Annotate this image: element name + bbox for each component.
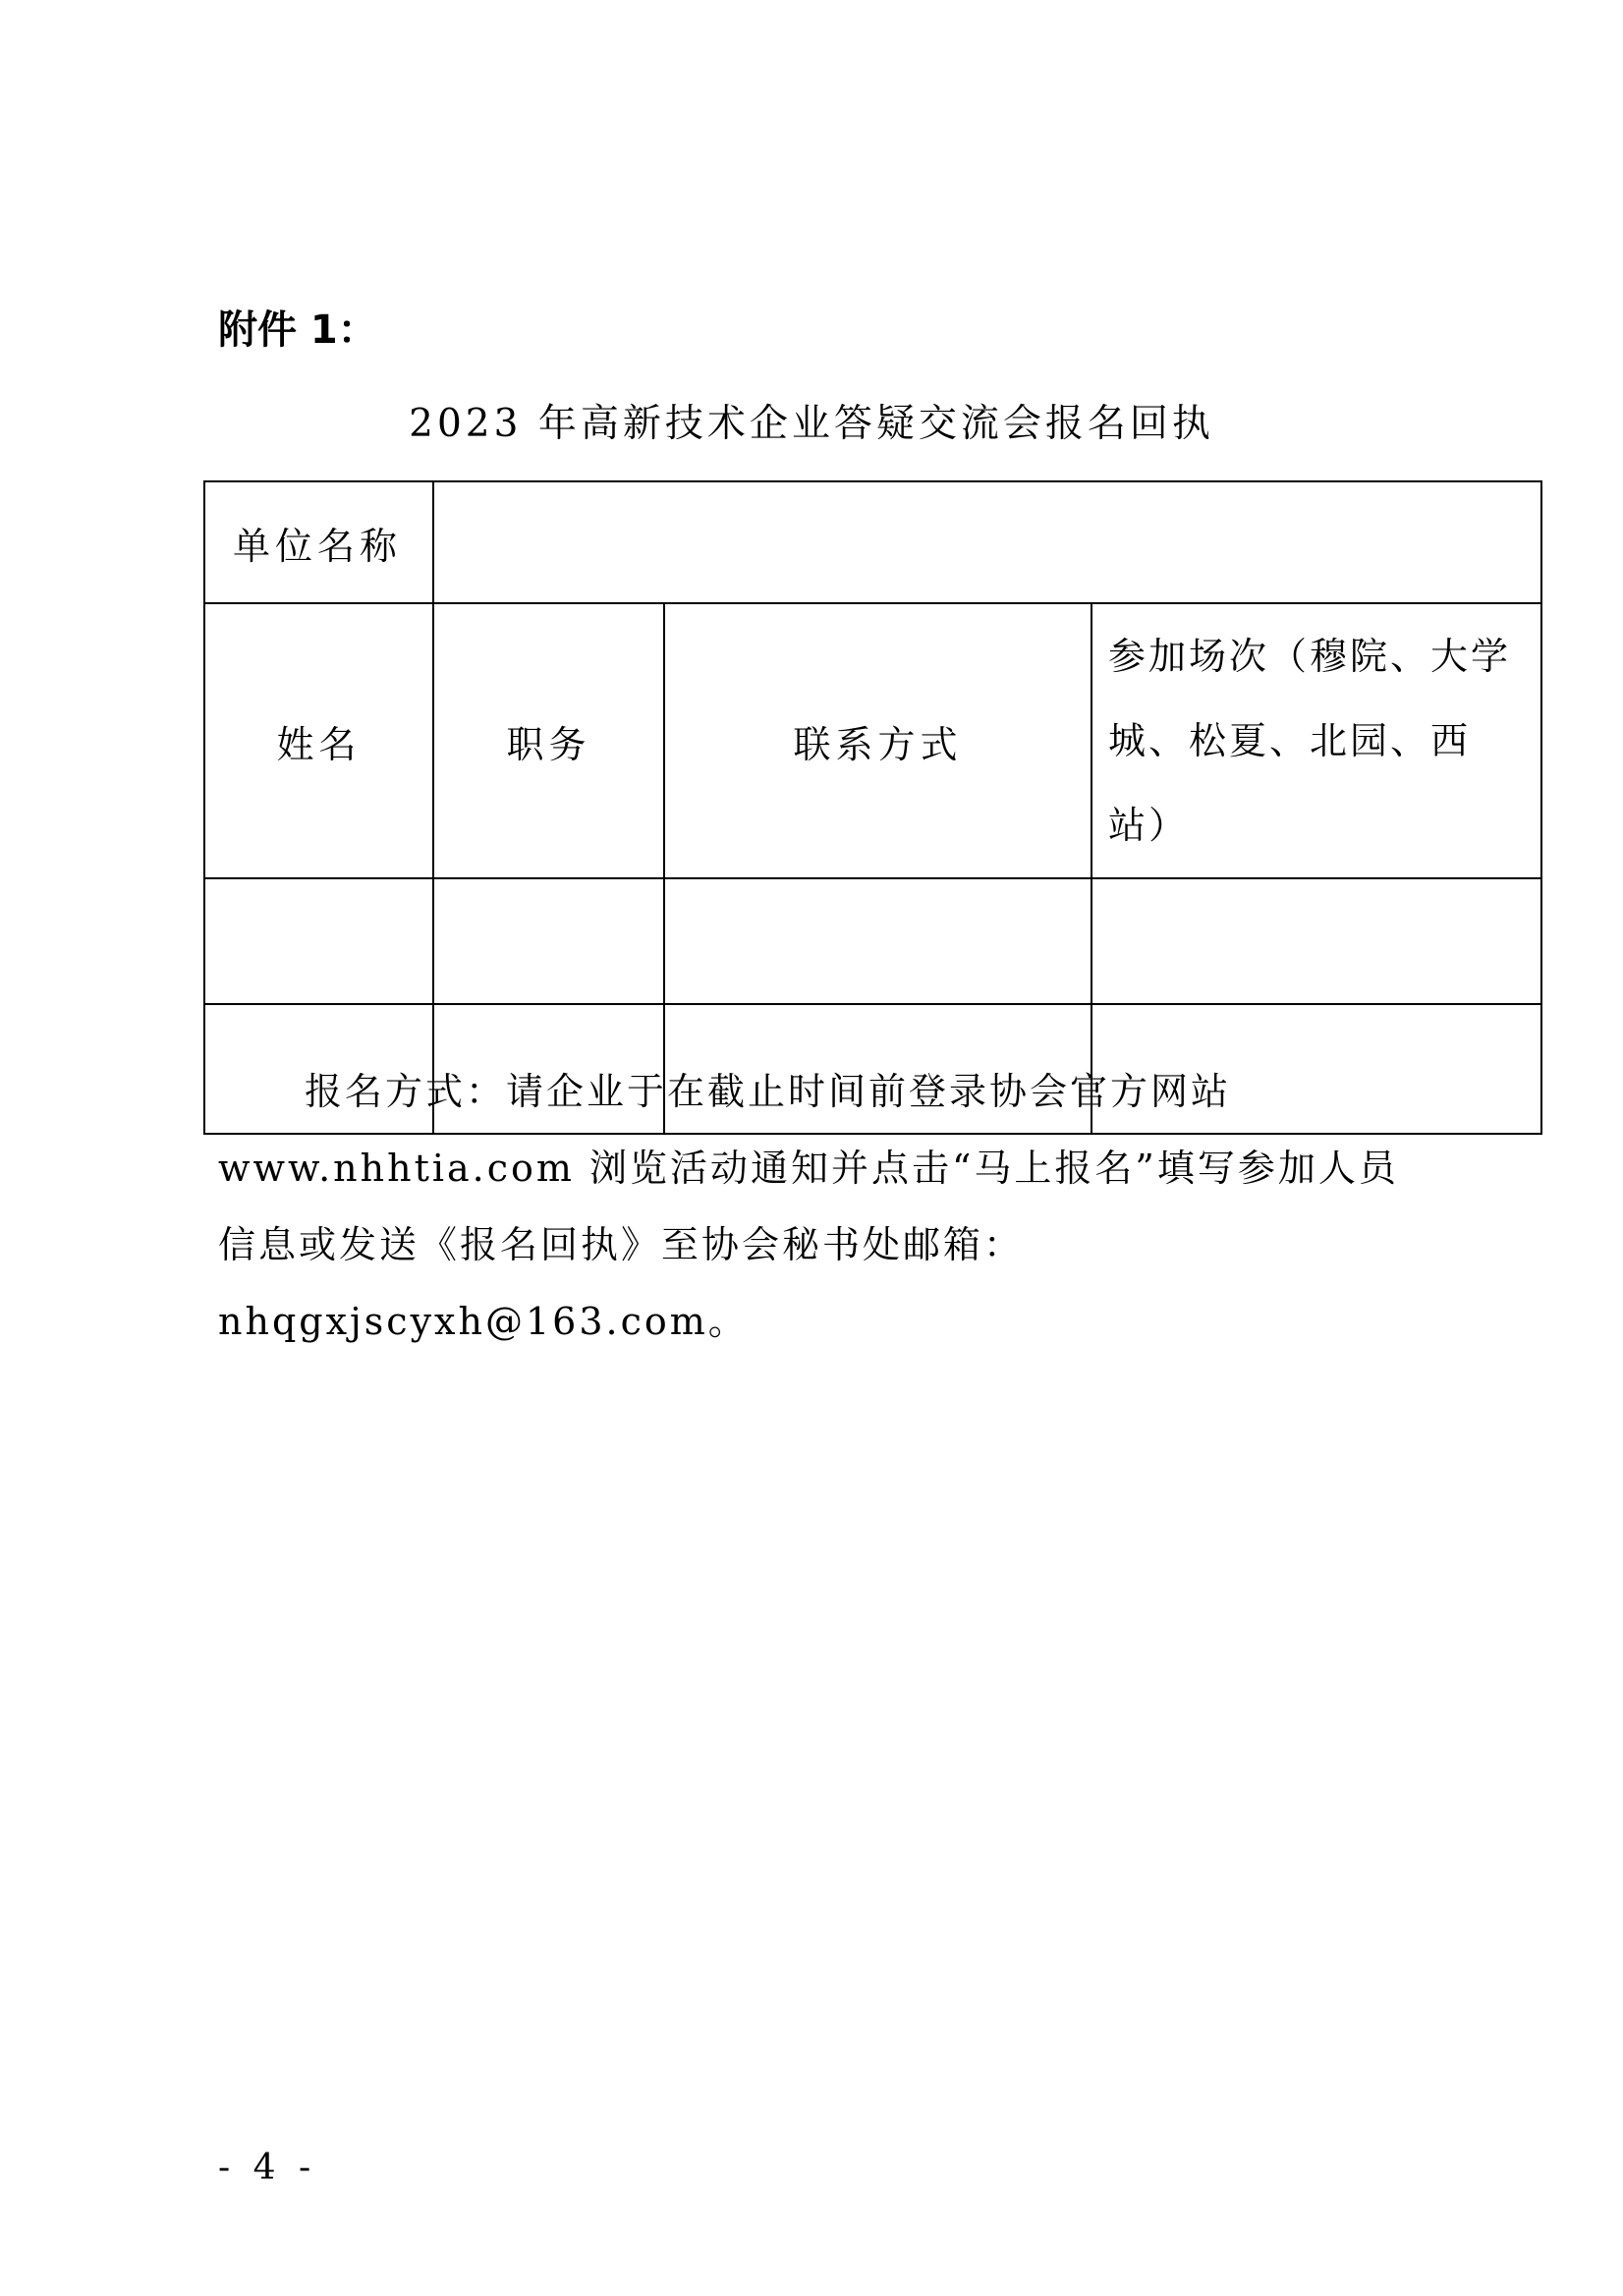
table-row bbox=[204, 878, 1541, 1004]
header-contact: 联系方式 bbox=[664, 603, 1091, 878]
registration-table bbox=[203, 480, 1542, 1135]
unit-name-label: 单位名称 bbox=[204, 481, 433, 603]
header-session: 参加场次（穆院、大学城、松夏、北园、西站） bbox=[1091, 603, 1541, 878]
registration-instructions bbox=[218, 1053, 1427, 1360]
unit-name-row bbox=[204, 481, 1541, 603]
header-name: 姓名 bbox=[204, 603, 433, 878]
instructions-line: www.nhhtia.com 浏览活动通知并点击“马上报名”填写参加人员 bbox=[218, 1147, 1399, 1190]
instructions-line: 信息或发送《报名回执》至协会秘书处邮箱： bbox=[218, 1223, 1025, 1266]
instructions-email: nhqgxjscyxh@163.com。 bbox=[218, 1300, 749, 1343]
page-title: 2023 年高新技术企业答疑交流会报名回执 bbox=[409, 402, 1214, 446]
instructions-line: 报名方式：请企业于在截止时间前登录协会官方网站 bbox=[305, 1070, 1232, 1113]
header-position: 职务 bbox=[433, 603, 664, 878]
unit-name-field[interactable] bbox=[433, 481, 1541, 603]
page-number: - 4 - bbox=[218, 2148, 317, 2188]
header-row bbox=[204, 603, 1541, 878]
table-cell-contact[interactable] bbox=[664, 878, 1091, 1004]
attachment-label: 附件 1： bbox=[218, 308, 377, 353]
table-cell-position[interactable] bbox=[433, 878, 664, 1004]
table-cell-name[interactable] bbox=[204, 878, 433, 1004]
table-cell-session[interactable] bbox=[1091, 878, 1541, 1004]
